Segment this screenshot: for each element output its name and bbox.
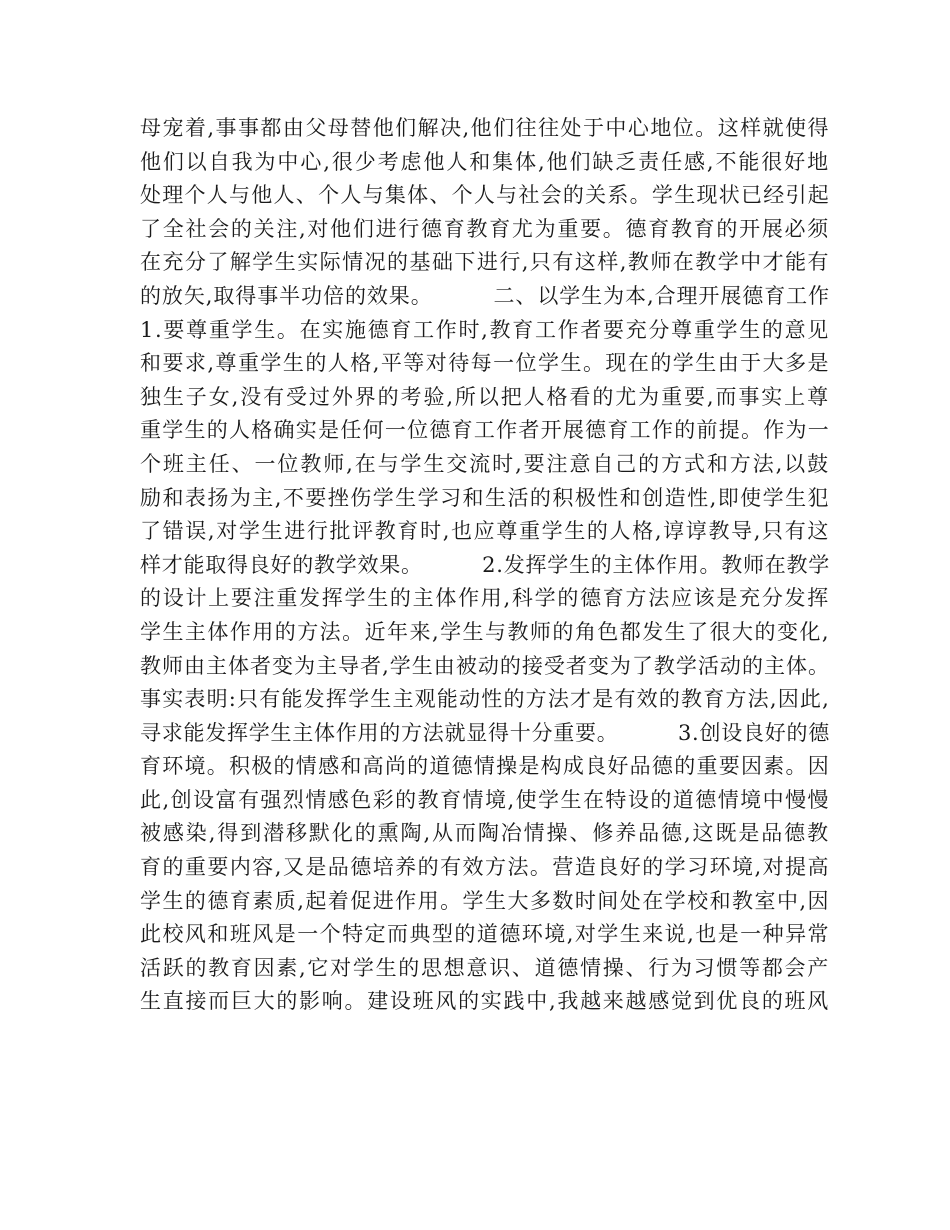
text-line: 被感染,得到潜移默化的熏陶,从而陶冶情操、修养品德,这既是品德教 — [140, 821, 830, 846]
text-line: 了全社会的关注,对他们进行德育教育尤为重要。德育教育的开展必须 — [140, 216, 830, 241]
text-line: 学生主体作用的方法。近年来,学生与教师的角色都发生了很大的变化, — [140, 619, 830, 644]
text-line: 学生的德育素质,起着促进作用。学生大多数时间处在学校和教室中,因 — [140, 888, 830, 913]
text-line: 母宠着,事事都由父母替他们解决,他们往往处于中心地位。这样就使得 — [140, 116, 830, 140]
text-line: 个班主任、一位教师,在与学生交流时,要注意自己的方式和方法,以鼓 — [140, 451, 830, 476]
text-line: 和要求,尊重学生的人格,平等对待每一位学生。现在的学生由于大多是 — [140, 351, 830, 376]
text-line: 处理个人与他人、个人与集体、个人与社会的关系。学生现状已经引起 — [140, 183, 830, 208]
body-text — [140, 112, 830, 1019]
text-line: 了错误,对学生进行批评教育时,也应尊重学生的人格,谆谆教导,只有这 — [140, 519, 830, 544]
text-line: 1.要尊重学生。在实施德育工作时,教育工作者要充分尊重学生的意见 — [140, 317, 830, 342]
text-line: 生直接而巨大的影响。建设班风的实践中,我越来越感觉到优良的班风 — [140, 989, 830, 1014]
text-line: 教师由主体者变为主导者,学生由被动的接受者变为了教学活动的主体。 — [140, 653, 830, 678]
text-line: 独生子女,没有受过外界的考验,所以把人格看的尤为重要,而事实上尊 — [140, 384, 830, 409]
text-line: 他们以自我为中心,很少考虑他人和集体,他们缺乏责任感,不能很好地 — [140, 149, 830, 174]
text-line: 的设计上要注重发挥学生的主体作用,科学的德育方法应该是充分发挥 — [140, 586, 830, 611]
text-line: 育的重要内容,又是品德培养的有效方法。营造良好的学习环境,对提高 — [140, 855, 830, 880]
text-line: 事实表明:只有能发挥学生主观能动性的方法才是有效的教育方法,因此, — [140, 687, 830, 712]
text-line: 的放矢,取得事半功倍的效果。 二、以学生为本,合理开展德育工作 — [140, 283, 830, 308]
text-line: 育环境。积极的情感和高尚的道德情操是构成良好品德的重要因素。因 — [140, 754, 830, 779]
text-line: 励和表扬为主,不要挫伤学生学习和生活的积极性和创造性,即使学生犯 — [140, 485, 830, 510]
text-line: 重学生的人格确实是任何一位德育工作者开展德育工作的前提。作为一 — [140, 418, 830, 443]
text-line: 寻求能发挥学生主体作用的方法就显得十分重要。 3.创设良好的德 — [140, 720, 830, 745]
text-line: 此,创设富有强烈情感色彩的教育情境,使学生在特设的道德情境中慢慢 — [140, 787, 830, 812]
text-line: 此校风和班风是一个特定而典型的道德环境,对学生来说,也是一种异常 — [140, 922, 830, 947]
text-line: 活跃的教育因素,它对学生的思想意识、道德情操、行为习惯等都会产 — [140, 955, 830, 980]
text-line: 在充分了解学生实际情况的基础下进行,只有这样,教师在教学中才能有 — [140, 250, 830, 275]
text-line: 样才能取得良好的教学效果。 2.发挥学生的主体作用。教师在教学 — [140, 552, 830, 577]
